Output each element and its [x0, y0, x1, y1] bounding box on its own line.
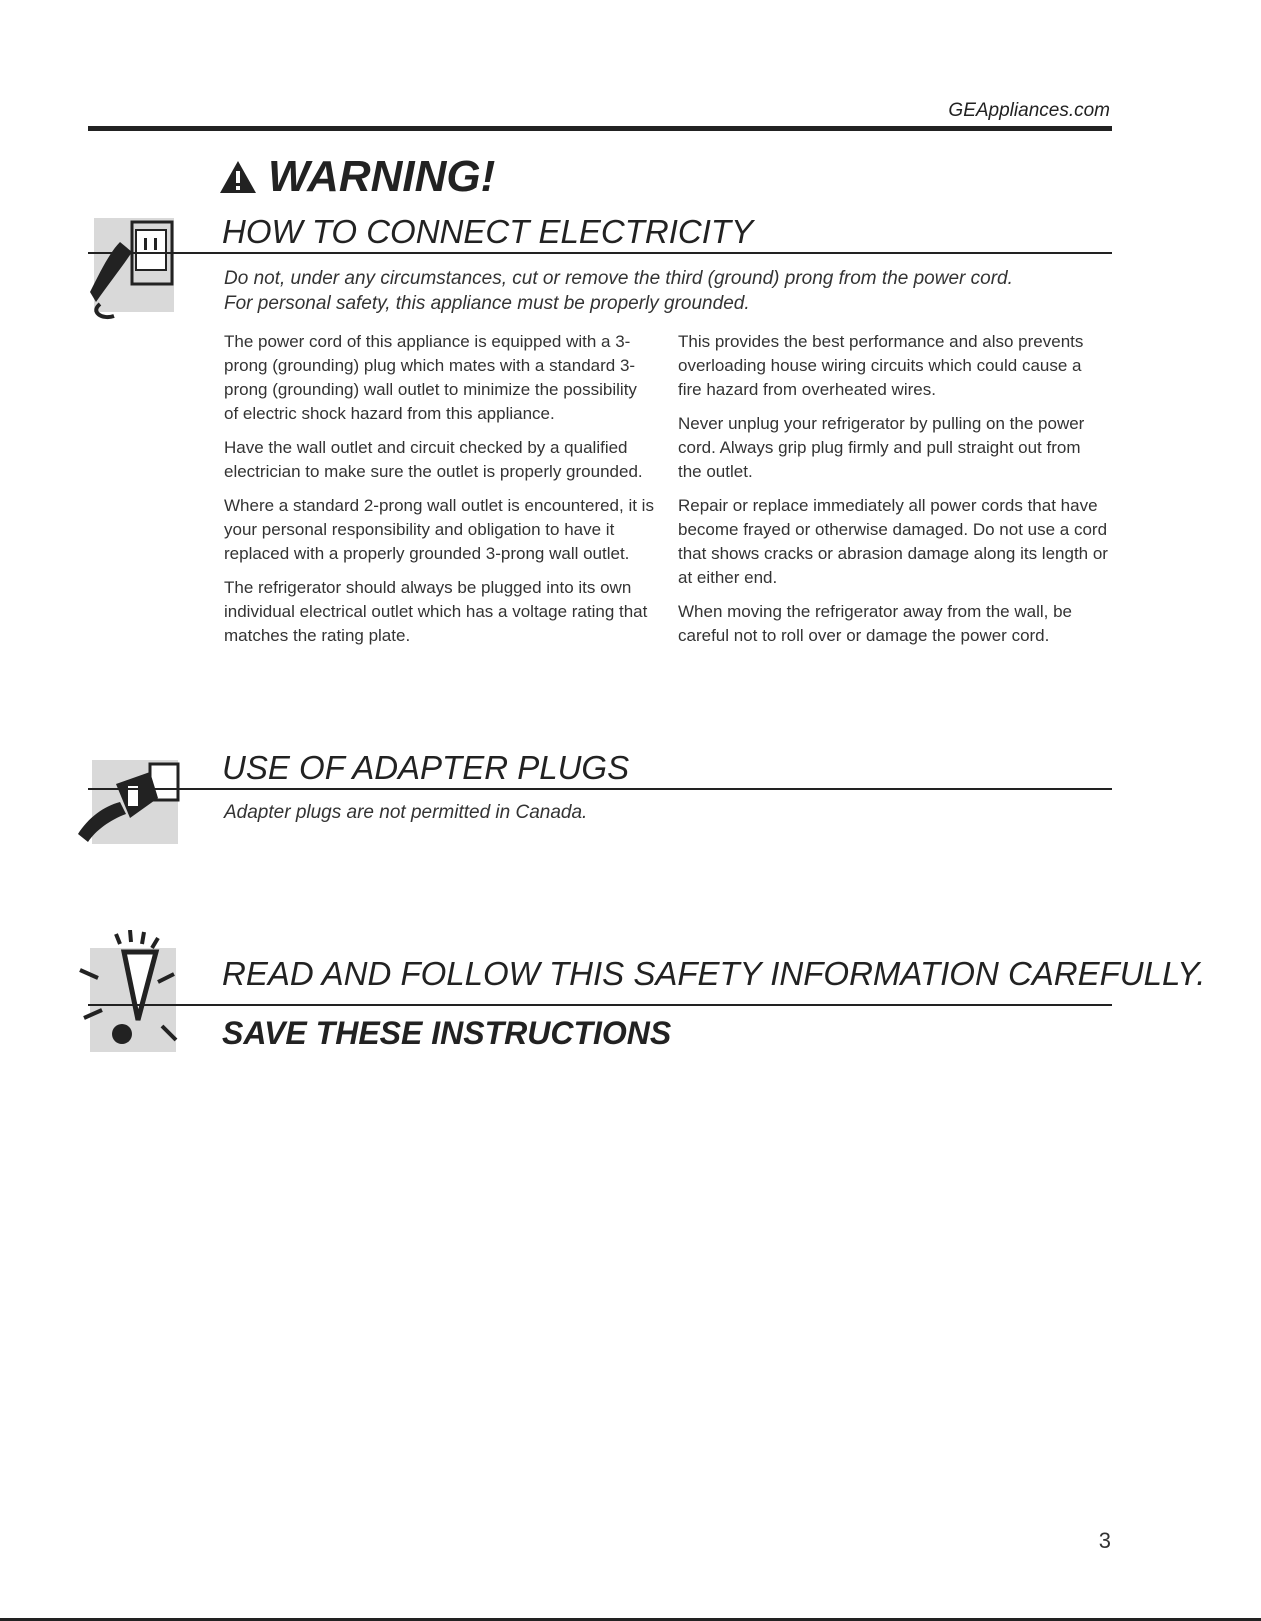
- site-url: GEAppliances.com: [948, 100, 1110, 121]
- connect-left-column: [224, 330, 654, 658]
- connect-rule: [88, 252, 1112, 254]
- connect-title: HOW TO CONNECT ELECTRICITY: [222, 213, 754, 250]
- warning-heading: [218, 152, 495, 202]
- adapter-title: USE OF ADAPTER PLUGS: [222, 749, 630, 786]
- connect-left-paragraph: Have the wall outlet and circuit checked by a qualified electrician to make sure the outlet is properly grounded.: [224, 438, 643, 481]
- page-number: 3: [1098, 1528, 1111, 1553]
- connect-left-paragraph: Where a standard 2-prong wall outlet is encountered, it is your personal responsibility and obligation to have it replaced with a properly grounded 3-prong wall outlet.: [224, 496, 654, 563]
- connect-right-paragraph: This provides the best performance and also prevents overloading house wiring circuits which could cause a fire hazard from overheated wires.: [678, 332, 1084, 399]
- exclamation-icon: [76, 930, 196, 1060]
- connect-right-paragraph: Never unplug your refrigerator by pulling on the power cord. Always grip plug firmly and pull straight out from the outlet.: [678, 414, 1085, 481]
- adapter-rule: [88, 788, 1112, 790]
- read-follow-title: READ AND FOLLOW THIS SAFETY INFORMATION CAREFULLY.: [222, 955, 1206, 992]
- safety-rule: [88, 1004, 1112, 1006]
- connect-lead-2: For personal safety, this appliance must be properly grounded.: [224, 293, 750, 314]
- save-instructions-title: SAVE THESE INSTRUCTIONS: [222, 1015, 672, 1051]
- connect-left-paragraph: The power cord of this appliance is equipped with a 3-prong (grounding) plug which mates with a standard 3-prong (grounding) wall outlet to minimize the possibility of electric shock hazard from this appliance.: [224, 332, 637, 423]
- adapter-plug-icon: [70, 758, 190, 848]
- plug-outlet-icon: [80, 212, 180, 322]
- warning-title: WARNING!: [268, 152, 496, 201]
- header-rule: [88, 126, 1112, 131]
- connect-right-paragraph: Repair or replace immediately all power cords that have become frayed or otherwise damaged. Do not use a cord that shows cracks or abrasion damage along its length or at either end.: [678, 496, 1108, 587]
- connect-lead-1: Do not, under any circumstances, cut or remove the third (ground) prong from the power cord.: [224, 268, 1013, 289]
- connect-left-paragraph: The refrigerator should always be plugged into its own individual electrical outlet which has a voltage rating that matches the rating plate.: [224, 578, 648, 645]
- adapter-lead: Adapter plugs are not permitted in Canada.: [224, 802, 588, 823]
- connect-right-column: [678, 330, 1108, 658]
- connect-right-paragraph: When moving the refrigerator away from the wall, be careful not to roll over or damage the power cord.: [678, 602, 1073, 645]
- warning-triangle-icon: [218, 159, 258, 195]
